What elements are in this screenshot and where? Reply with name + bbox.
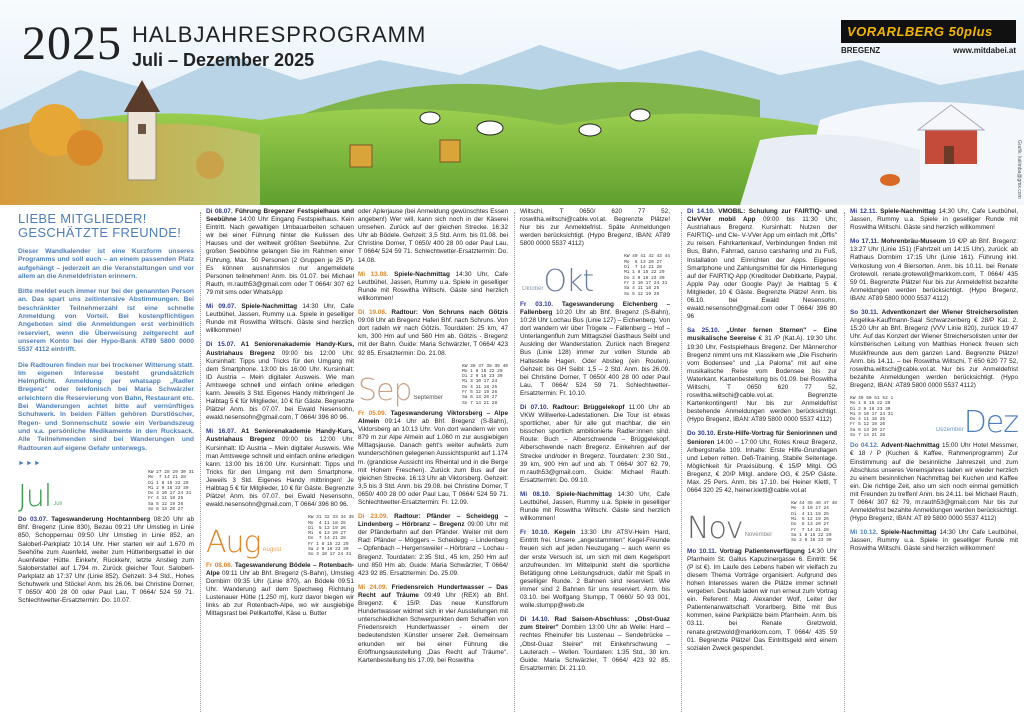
event-text: Wiltschi, T 0650/ 620 77 52, roswitha.wiltschi@cable.vol.at. Begrenzte Plätze! Nur bis zur Anmeldefrist. Späte Anmeldungen werden berücksichtigt. (Hypo Bregenz, IBAN: AT89 5800 0000 5537 4112) — [520, 208, 670, 248]
month-header-aug — [206, 515, 354, 560]
event-entry — [358, 584, 508, 665]
month-label: Nov — [687, 510, 743, 546]
greeting-line: LIEBE MITGLIEDER! — [18, 211, 147, 226]
event-date: Do 30.10. — [687, 430, 716, 438]
event-title: Radtour: Brüggelekopf — [552, 403, 625, 411]
event-text: 09:11 Uhr ab Bhf. Bregenz (S-Bahn), Umstieg Dornbirn 09:35 Uhr (Linie 870), an Bödele 09:51 Uhr. Wanderung auf dem Spechweg Richtung Lustenauer Hütte (1.250 m), kurz davor biegen wir links ab zur Rotenbach-Alpe, wo wir ausgiebige Mittagsrast bei Pellkartoffel, Käse u. Butter — [206, 569, 354, 618]
event-date: Di 07.10. — [520, 403, 549, 411]
month-label: Dez — [963, 405, 1018, 441]
event-title: Spiele-Nachmittag — [394, 270, 450, 278]
header-illustration — [0, 0, 1024, 205]
event-date: Fr 10.10. — [520, 529, 550, 537]
event-date: Fr 03.10. — [520, 300, 554, 308]
event-title: Spiele-Nachmittag — [241, 303, 298, 311]
month-sublabel: November — [744, 532, 773, 539]
event-entry — [520, 301, 670, 398]
event-title: Vortrag Patientenverfügung — [719, 547, 805, 555]
event-date: Di 19.08. — [358, 309, 387, 317]
event-entry — [18, 516, 194, 605]
event-entry — [520, 616, 670, 673]
event-title: Spiele-Nachmittag — [880, 529, 937, 537]
event-date: Di 14.10. — [687, 208, 715, 215]
event-text: 09:49 Uhr (REX) ab Bhf. Bregenz. € 15/P. Das neue Kunstforum Hundertwasser widmet sich in vier Ausstellungen mit unterschiedlichen Schwerpunkten dem Schaffen von Friedensreich Hundertwasser - einem der bedeutendsten Künstler unserer Zeit. Gemeinsam erkunden wir bei einer Führung die Eröffnungsausstellung „Das Recht auf Träume". Kartenbestellung bis 17.09. bei Roswitha — [358, 591, 508, 664]
event-text: 09:14 Uhr ab Bhf. Bregenz (S-Bahn), Viktorsberg an 10:13 Uhr. Von dort wandern wir von 879 m zur Alpe Almein auf 1.060 m zur ausgiebigen Mittagsjause. Danach geht's weiter aufwärts zum wunderschönen gelegenen Aussichtspunkt auf 1.174 m. (grandiose Aussicht ins Rheintal und in die Berge mit Hohem Freschen). Zurück zum Bus auf der gleichen Strecke. 16:13 Uhr ab Viktorsberg. Gehzeit: 3,5 bis 3 Std. Anm. bis 29.08. bei Christine Dorner, T 0650/ 400 28 00 oder Paul Lau, T 0664/ 524 59 71. Schlechtwetter-Ersatztermin: Fr. 12.09. — [358, 418, 508, 506]
event-text: 14:30 Uhr, Cafe Leutbühel, Jassen, Rummy u.a. Spiele in geselliger Runde mit Roswitha Wiltschi. Gäste sind herzlich willkommen! — [520, 490, 670, 523]
month-label: Sep — [358, 372, 412, 408]
event-date: Di 15.07. — [206, 341, 236, 349]
month-header-dez — [850, 395, 1018, 441]
event-title: Tageswanderung Eichenberg – Fallenberg — [520, 300, 670, 316]
mini-calendar-sep: KW 36 37 38 39 40 Mo 1 8 15 22 29 Di 2 9 16 23 30 Mi 3 10 17 24 Do 4 11 18 25 Fr 5 12 19 26 Sa 6 13 20 27 So 7 14 21 28 — [462, 363, 508, 406]
event-text: 09:08 Uhr ab Bregenz Hafen Bhf. nach Schruns. Von dort radeln wir nach Götzis. Tourdaten: 25 km, 47 km, 300 Hm auf und 560 Hm ab. Götzis - Bregenz mit der Bahn. Guide: Maria Schwärzler, T 0664/ 423 92 85. Ersatztermin: Do. 21.08. — [358, 317, 508, 357]
arrow-marker: ►►► — [18, 459, 42, 467]
event-date: Do 04.12. — [850, 442, 879, 450]
event-date: Mi 10.12. — [850, 529, 878, 537]
event-text: 14:30 Uhr, Cafe Leutbühel, Jassen, Rummy u.a. Spiele in geselliger Runde mit Roswitha Wiltschi. Gäste sind herzlich willkommen! — [206, 303, 354, 335]
month-header-sep — [358, 364, 508, 406]
event-entry — [206, 303, 354, 335]
event-text: 09:00 bis 12:00 Uhr. Kursinhalt: Tipps und Tricks für den Umgang mit dem Smartphone. 13:00 bis 16:00 Uhr. Kursinhalt: ID Austria – Mein digitaler Ausweis. Wie man Amtswege schnell und einfach online erledigen kann. Jeweils 3 Std. Eigenes Handy mitbringen! Je Halbtag 5 € für Mitglieder, 10 € für Gäste. Begrenzte Plätze! Anm. bis 07.07. bei Ewald Nesensohn, ewald.nesensohn@gmail.com, T 0664/ 396 80 96. — [206, 349, 354, 422]
event-date: Mi 09.07. — [206, 303, 237, 311]
column-august-september — [358, 208, 508, 718]
event-title: Advent-Nachmittag — [881, 442, 940, 450]
event-text: 14:30 Uhr Cafe Leutbühel, Jassen, Rummy u.a. Spiele in geselliger Runde mit Roswitha Wiltschi. Gäste sind herzlich willkommen! — [850, 529, 1018, 553]
event-entry — [850, 238, 1018, 303]
event-date: Fr 08.08. — [206, 561, 233, 569]
month-header-nov — [687, 501, 837, 546]
logo-region: BREGENZ — [841, 46, 881, 55]
event-date: Mo 17.11. — [850, 238, 879, 246]
month-label: Jul — [18, 479, 52, 515]
column-divider — [514, 212, 515, 712]
column-july-august — [206, 208, 354, 718]
mini-calendar-jul: KW 27 28 29 30 31 Mo 7 14 21 28 Di 1 8 15 22 29 Mi 2 9 16 23 30 Do 3 10 17 24 31 Fr 4 11 18 25 Sa 5 12 19 26 So 6 13 20 27 — [148, 469, 194, 512]
event-entry — [520, 404, 670, 485]
month-label: Aug — [206, 524, 261, 560]
intro-paragraph: Die Radtouren finden nur bei trockener Witterung statt. Im eigenen Interesse besteht grundsätzlich Helmpflicht. Anmeldung per whatsapp „Radler Bregenz" oder telefonisch bei Maria Schwärzler erleichtern die Reservierung von Bahn, Restaurant etc. Bei Wanderungen achtet bitte auf vernünftiges Schuhwerk. In beiden Fällen gehören Durstlöscher, Regen- und Sonnenschutz sowie ein Verbandszeug und v.a. persönliche Medikamente in den Rucksack. Alle Teilnehmenden sind bei Wanderungen und Radtouren auf eigene Gefahr unterwegs. — [18, 361, 194, 452]
event-entry — [358, 410, 508, 507]
mini-calendar-aug: KW 31 32 33 34 35 Mo 4 11 18 25 Di 5 12 19 26 Mi 6 13 20 27 Do 7 14 21 28 Fr 1 8 15 22 29 Sa 2 9 16 23 30 So 3 10 17 24 31 — [308, 515, 354, 558]
event-text: Angelika-Kauffmann-Saal Schwarzenberg € 28/P Kat. 2. 15:20 Uhr ab Bhf. Bregenz (VVV Linie 820), zurück 19:47 Uhr. Auf das Konzert der Wiener Streichersolisten unter der künstlerischen Leitung von Matthias Honeck freuen sich Musikfreunde aus dem ganzen Land. Begrenzte Plätze! Anm. bis 14.11. – bei Roswitha Wiltschi, T 650 620 77 52, roswitha.wiltschi@cable.vol.at. Nur bis zur Anmeldefrist bezahlte Anmeldungen werden berücksichtigt. (Hypo Bregenz, IBAN: AT89 5800 0000 5537 4112) — [850, 317, 1018, 389]
event-title: Tageswanderung Bödele – Rotenbach-Alpe — [206, 561, 354, 577]
column-october-november — [687, 208, 837, 718]
column-october — [520, 208, 670, 718]
month-sublabel: September — [413, 394, 443, 401]
event-text: 10:20 Uhr ab Bhf. Bregenz (S-Bahn), 10:28 Uhr Lochau Bus (Linie 127) – Eichenberg. Von dort wandern wir über Trögele – Fallenberg – Hof – Unterlangenfluh zum Mittagsziel Gasthaus Seibl und Auskling der Wanderstation. Zurück nach Bregenz Bus (Linie 128) immer zur vollen Stunde ab Haltestelle Hagen. Oder Abstieg (ein Routen). Gehzeit: bis GH Seibl: 1,5 – 2 Std. Anm. bis 26.09. bei Christine Dorner, T 0650/ 400 28 00 oder Paul Lau, T 0664/ 524 59 71. Schlechtwetter-Ersatztermin: Fr. 10.10. — [520, 308, 670, 397]
month-header-okt — [520, 254, 670, 299]
event-text: 15:00 Uhr Hotel Messmer, € 18 / P (Kuchen & Kaffee, Rahmenprogramm) Zur Einstimmung auf die besinnliche Jahreszeit und zum Abschluss unseres Vereinsjahres laden wir wieder herzlich zu einem besinnlichen Nachmittag bei Kuchen und Kaffee ein. Die richtige Zeit, also um sich noch einmal gemütlich mit Freunden zu treffen! Anm. bis 24.11. bei Michael Rauth, T 0664/ 307 62 79, m.rauth53@gmail.com Nur bis zur Anmeldefrist bezahlte Anmeldungen werden berücksichtigt. (Hypo Bregenz, IBAN: AT 89 5800 0000 5537 4112) — [850, 442, 1018, 523]
event-entry — [358, 309, 508, 358]
event-text: 11:00 Uhr ab VKW Willwerke-Ladestationen. Die Tour ist etwas sportlicher, aber für alle gut machbar, die ein bisschen sportlich ambitionierte Radler:innen sind. Route: Buch – Alberschwende – Brüggelekopf. Alberschwende nach Bregenz. Einkehren auf der Strecke und/oder in Bregenz. Tourdaten: 2:30 Std., 39 km, 900 Hm auf und ab. T 0664/ 307 62 79, m.rauth53@gmail.com. Guide: Michael Rauth. Ersatztermin: Do. 09.10. — [520, 403, 670, 484]
event-entry — [206, 341, 354, 422]
month-sublabel: Dezember — [936, 427, 964, 434]
mini-calendar-okt: KW 40 41 42 43 44 Mo 6 13 20 27 Di 7 14 21 28 Mi 1 8 15 22 29 Do 2 9 16 23 30 Fr 3 10 17 24 31 Sa 4 11 18 25 So 5 12 19 26 — [624, 254, 670, 297]
event-entry — [687, 208, 837, 321]
event-title: VMOBIL: Schulung zur FAIRTIQ- und CleVVer mobil App — [687, 208, 837, 224]
event-continued — [358, 208, 508, 265]
event-text: 19 €/P ab Bhf. Bregenz: 13:27 Uhr (Linie 151) (Fahrtzeit um 14:15 Uhr), zurück: ab Rathaus Dornbirn 17:15 Uhr (Linie 161). Führung inkl. Verkostung von 4 Biersorten. Anm. bis 10.11. bei Renate Grotewoll, renate.grotewoll@markkom.com, T 0664/ 435 59 01. Begrenzte Plätze! Nur bis zur Anmeldefrist bezahlte Anmeldungen werden berücksichtigt. (Hypo Bregenz, IBAN: AT89 5800 0000 5537 4112) — [850, 238, 1018, 302]
column-divider — [844, 212, 845, 712]
event-text: 09:00 bis 11:30 Uhr, Austriahaus Bregenz. Kursinhalt: Nutzen der FAIRTIQ- und Cle- V-VVer App um einfach mit „Öffis" zu reisen. Fahrkartenkauf, Verbindungen finden mit Bus, Bahn, Fahrrad, caruso carsharing und zu Fuß, Installation und Einrichten der Apps. Eigenes Smartphone und Zahlungsmittel für die Hinterlegung auf der FAIRTIQ App (Kreditoder Debitkarte, Paypal, Apple Pay oder Google Pay)! Je Halbtag 5 € Mitglieder, 10 € Gäste. Begrenzte Plätze! Anm. bis 06.10. bei Ewald Nesensohn, ewald.nesensohn@gmail.com oder T 0664/ 396 80 96 — [687, 216, 837, 321]
event-text: 14:30 Uhr, Cafe Leutbühel, Jassen, Rummy u.a. Spiele in geselliger Runde mit Roswitha Wiltschi. Gäste sind herzlich willkommen! — [358, 270, 508, 302]
event-date: Di 08.07. — [206, 208, 233, 215]
brand-logo — [841, 20, 1016, 55]
month-sublabel: August — [262, 546, 282, 553]
event-entry — [687, 548, 837, 653]
intro-paragraph: Bitte meldet euch immer nur bei der genannten Person an. Das spart uns zeitintensive Abstimmungen. Bei beschränkter Teilnehmerzahl ist eine schnelle Anmeldung von Vorteil. Bei kostenpflichtigen Angeboten sind die Anmeldungen erst verbindlich reserviert, wenn die Überweisung zeitgerecht auf unserem Konto bei der Hypo-Bank AT89 5800 0000 5537 4112 eintrifft. — [18, 288, 194, 354]
greeting — [18, 212, 194, 240]
event-title: Tageswanderung Viktorsberg – Alpe Almein — [358, 409, 508, 426]
month-header-jul — [18, 469, 194, 515]
month-sublabel: Juli — [53, 501, 63, 508]
event-text: 09:00 Uhr mit der Pfänderbahn auf den Pfänder. Weiter mit dem Rad: Pfänder – Möggers – Scheidegg – Lindenberg – Opfenbach – Hergensweiler – Hörbranz – Lochau - Bregenz. Tourdaten: 2:35 Std., 45 km, 250 Hm auf und 850 Hm ab. Guide: Maria Schwärzler, T 0664/ 423 92 85. Ersatztermin: Do. 25.09. — [358, 521, 508, 577]
event-entry — [850, 529, 1018, 553]
mini-calendar-dez: KW 49 50 51 52 1 Mo 1 8 15 22 29 Di 2 9 16 23 30 Mi 3 10 17 24 31 Do 4 11 18 25 Fr 5 12 19 26 Sa 6 13 20 27 So 7 14 21 28 — [850, 395, 894, 439]
page-subtitle: Juli – Dezember 2025 — [132, 50, 315, 70]
event-date: Mi 08.10. — [520, 490, 551, 498]
event-title: Adventkonzert der Wiener Streichersolisten — [881, 309, 1018, 317]
event-entry — [520, 529, 670, 610]
event-entry — [206, 208, 354, 297]
greeting-line: GESCHÄTZTE FREUNDE! — [18, 225, 182, 240]
event-title: Kegeln — [554, 529, 576, 537]
logo-main: VORARLBERG — [847, 24, 945, 39]
event-title: Tageswanderung Hochtannberg — [51, 516, 151, 524]
event-entry — [206, 428, 354, 509]
title-block — [22, 17, 427, 71]
event-title: Mohrenbräu-Museum — [881, 238, 947, 246]
page-title: HALBJAHRESPROGRAMM — [132, 22, 427, 47]
event-text: 14:00 Uhr Eingang Festspielhaus. Kein Eintritt. Nach gewaltigen Umbauarbeiten schauen wir bei einer Führung hinter die Kulissen des Hauses und der weltweit größten Seebühne. Zur großen Seebühne gelangen Sie im Rahmen einer Führung. Max. 50 Personen (2 Gruppen je 25 P). Es können ausnahmslos nur angemeldete Personen teilnehmen! Anm. bis 01.07. bei Michael Rauth, m.rauth53@gmail.com oder T 0664/ 307 62 79 mit sms oder WhatsApp — [206, 216, 354, 296]
event-title: A1 Seniorenakademie Handy-Kurs, Austriahaus Bregenz — [206, 428, 354, 444]
event-date: Di 23.09. — [358, 513, 389, 521]
event-text: 09:00 bis 12:00 Uhr. Kursinhalt: ID Austria – Mein digitaler Ausweis. Wie man Amtswege schnell und einfach online erledigen kann. 13:00 bis 16:00 Uhr. Kursinhalt: Tipps und Tricks für den Umgang mit dem Smartphone. Jeweils 3 Std. Eigenes Handy mitbringen! Je Halbtag 5 € für Mitglieder, 10 € für Gäste. Begrenzte Plätze! Anm. bis 07.07. bei Ewald Nesensohn, ewald.nesensohn@gmail.com, T 0664/ 396 80 96. — [206, 436, 354, 509]
event-date: Mi 16.07. — [206, 428, 236, 436]
event-continued — [520, 208, 670, 248]
event-date: Di 14.10. — [520, 616, 550, 624]
event-date: Fr 05.09. — [358, 409, 387, 417]
event-date: So 30.11. — [850, 309, 879, 317]
event-text: 14:30 Uhr, Cafe Leutbühel, Jassen, Rummy u.a. Spiele in geselliger Runde mit Roswitha Wiltschi. Gäste sind herzlich willkommen! — [850, 208, 1018, 232]
month-sublabel: Oktober — [522, 285, 544, 292]
event-entry — [850, 442, 1018, 523]
year: 2025 — [22, 17, 122, 70]
column-divider — [200, 212, 201, 712]
event-text: 14:00 – 17:00 Uhr, Rotes Kreuz Bregenz, Arlbergstraße 109. Inhalte: Erste Hilfe-Grundlagen und Leben retten. Defi-Training, Stabile Seitenlage. Möglichkeit für Praxisübung. € 15/P Mitgl. OG Bregenz, € 20/P Mitgl. andere OG, € 25/P Gäste. Max. 25 Pers. Anm. bis 17.10. bei Heiner Klettl, T 0664 320 25 42, heiner.klettl@cable.vol.at — [687, 438, 837, 495]
event-text: 13:30 Uhr ATSV-Heim Hard, Eintritt frei. Unsere „angestammten" Kegel-Freunde freuen sich auf jeden Neuzugang – auch wenn es der erste Versuch ist, um sich mit dem Kegelsport anzufreunden. Im Mittelpunkt steht die sportliche Betätigung ohne Leistungsdruck, dafür mit Spaß in geselliger Runde. 2 Bahnen sind reserviert. Wie immer sind 2 Bahnen für uns reserviert. Anm. bis 03.10. bei Wolfgang Stumpp, T 0660/ 50 93 001, wolle.stumpp@web.de — [520, 529, 670, 610]
event-title: Friedensreich Hundertwasser – Das Recht auf Träume — [358, 583, 508, 599]
event-title: Radtour: Von Schruns nach Götzis — [391, 309, 508, 317]
event-text: 14:30 Uhr Pfarrheim St. Gallus Kapuzinergasse 6. Eintritt: 5€ (P ist €). Im Laufe des Lebens haben wir vielfach zu diesem Thema Vorträge organisiert. Aufgrund des hohen Interesses waren die Plätze immer schnell vergeben. Deshalb laden wir nun erneut zum Vortrag ein. Referent: Mag. Alexander Wolf, Leiter der Patientenanwaltschaft Vorarlberg. Bitte mit Bus kommen, keine Parkplätze beim Pfarrheim. Anm. bis 03.11. bei Renate Gretzwold, renate.gretzwold@markkom.com, T 0664/ 435 59 01. Begrenzte Plätze! Das Eintrittsgeld wird einem sozialen Zweck gespendet. — [687, 547, 837, 652]
credit: Grafik: kalimba@gmx.com — [1016, 140, 1022, 199]
event-entry — [358, 271, 508, 303]
column-divider — [681, 212, 682, 712]
event-entry — [206, 562, 354, 619]
event-entry — [687, 327, 837, 424]
column-november-december — [850, 208, 1018, 718]
event-date: Mi 12.11. — [850, 208, 878, 215]
event-title: Radtour: Pfänder – Scheidegg – Lindenberg – Hörbranz – Bregenz — [358, 513, 508, 529]
event-title: Führung Bregenzer Festspielhaus und Seebühne — [206, 208, 354, 224]
logo-accent: 50plus — [948, 24, 993, 39]
event-entry — [358, 513, 508, 578]
event-text: oder Äplerjause (bei Anmeldung gewünschtes Essen angeben!) Wer will, kann sich noch in der Käserei umsehen. Zurück auf der gleichen Strecke. 16:32 Uhr ab Bödele. Gehzeit: 3,5 Std. Anm. bis 01.08. bei Christine Dorner, T 0650/ 400 28 00 oder Paul Lau, T 0664/ 524 59 71. Schlechtwetter-Ersatztermin: Do. 14.08. — [358, 208, 508, 264]
event-title: Spiele-Nachmittag — [556, 490, 612, 498]
event-title: Erste-Hilfe-Vortrag für Seniorinnen und Senioren — [687, 430, 837, 446]
column-intro-july — [18, 208, 194, 718]
event-title: „Unter fernen Sternen" – Eine musikalische Seereise — [687, 327, 837, 343]
event-title: Rad Saison-Abschluss: „Obst-Guaz zum Steirer" — [520, 616, 670, 632]
month-label: Okt — [543, 263, 594, 299]
event-entry — [687, 430, 837, 495]
intro-paragraph: Dieser Wandkalender ist eine Kurzform unseres Programms und soll euch – an einem passenden Platz aufgehängt – jederzeit an die Veranstaltungen und vor allem an die Anmeldefristen erinnern. — [18, 248, 194, 280]
event-entry — [520, 491, 670, 523]
event-title: A1 Seniorenakademie Handy-Kurs, Austriahaus Bregenz — [206, 341, 354, 357]
mini-calendar-nov: KW 44 45 46 47 48 Mo 3 10 17 24 Di 4 11 18 25 Mi 5 12 19 26 Do 6 13 20 27 Fr 7 14 21 28 Sa 1 8 15 22 29 So 2 9 16 23 30 — [791, 501, 837, 544]
event-date: Mo 10.11. — [687, 547, 717, 555]
event-entry — [850, 309, 1018, 390]
event-text: 08:20 Uhr ab Bhf. Bregenz (Linie 830), Bezau 09:21 Uhr Umstieg in Linie 850, Schoppernau 09:50 Uhr Umstieg in Linie 852, an Saloberl-Parkplatz 10:14 Uhr. Hier starten wir auf 1.670 m Seehöhe zum Auenfeld, weiter zum Hüttenbergsattel in der Auenfelder Hütte. Einkehr, Rückkehr, letzte Anstieg zum Saloberstattel auf 1.794 m. Zurück gleicher Tour. Saloberl-Parkplatz ab 17:37 Uhr (Linie 852). Gehzeit: 3-4 Std., Hohes Schuhwerk und Stöcke! Anm. bis 26.06. bei Christine Dorner, T 0650/ 400 28 00 oder Paul Lau, T 0664/ 524 59 71. Schlechtwetter-Ersatztermin: Do. 10.07. — [18, 516, 194, 605]
event-text: € 31 /P (Kat.A). 19:30 Uhr. 19:30 Uhr, Festspielhaus Bregenz. Der Männerchor Bregenz nimmt uns mit Klassikern wie „Die Fischerin vom Bodensee" und „La Paloma" mit auf eine musikalische Reise vom Bodensee bis zur Waterkant. Kartenbestellung bis 01.09. bei Roswitha Wiltschi, T 0650 620 77 52, roswitha.wiltschi@cable.vol.at. Begrenzte Kartenkontingent! Nur bis zur Anmeldefrist bestehende Anmeldungen werden berücksichtigt. (Hypo Bregenz, IBAN: AT89 5800 0000 5537 4112) — [687, 335, 837, 424]
event-date: Mi 13.08. — [358, 270, 389, 278]
event-date: Do 03.07. — [18, 516, 48, 524]
event-text: Dornbirn 13:00 Uhr ab Welle: Hard – rechtes Rheinufer bis Lustenau – Sendebrücke – „Obst-Guaz Steirer" mit Einkehrschwung – Lauterach – Wellen. Tourdaten: 1:35 Std., 30 km. Guide: Maria Schwärzler, T 0664/ 423 92 85. Ersatztermin: Di. 21.10. — [520, 624, 670, 672]
website-link[interactable]: www.mitdabei.at — [953, 46, 1016, 55]
event-date: Mi 24.09. — [358, 583, 388, 591]
event-date: Sa 25.10. — [687, 327, 720, 335]
event-entry — [850, 208, 1018, 232]
event-title: Spiele-Nachmittag — [880, 208, 936, 215]
